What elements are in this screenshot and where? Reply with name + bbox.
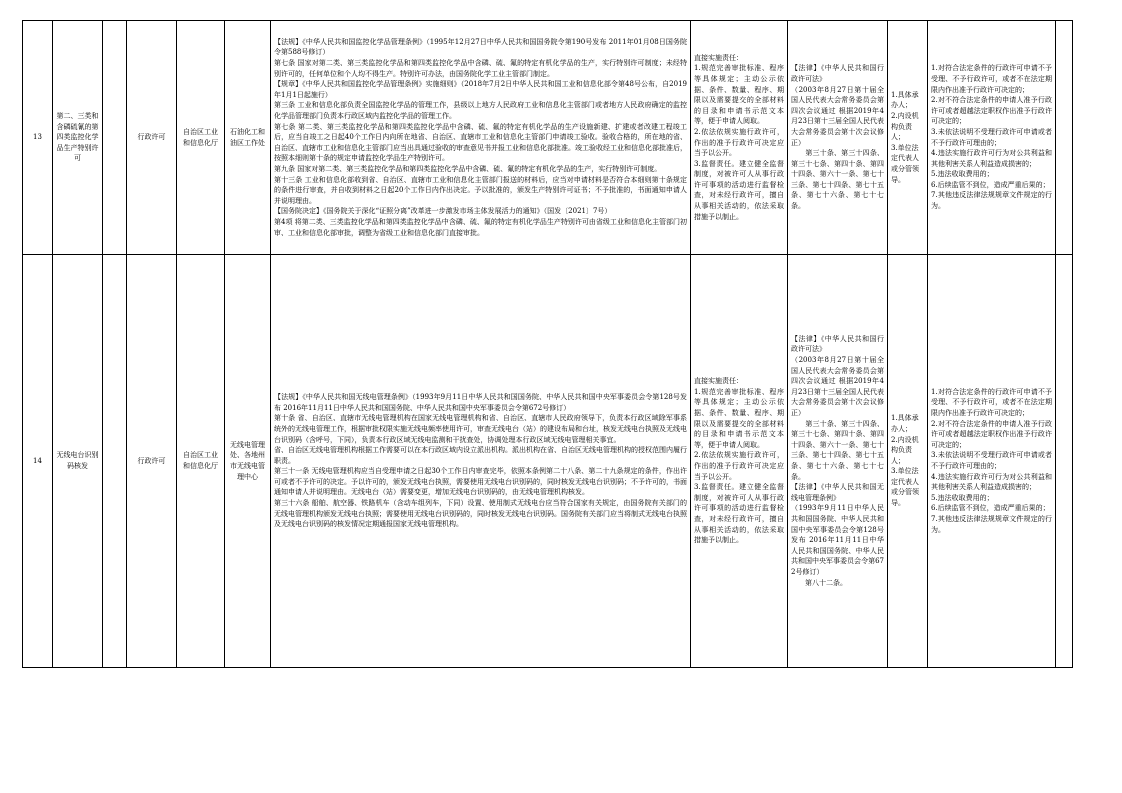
- table-row: [23, 255, 1073, 668]
- implementing-department: 自治区工业和信息化厅: [177, 255, 225, 668]
- row-number: 13: [23, 21, 53, 255]
- remark-cell: [1056, 255, 1073, 668]
- power-list-sheet: [22, 20, 1073, 668]
- item-name: 第二、三类和含磷硫氰的第四类监控化学品生产特别许可: [53, 21, 103, 255]
- legal-basis-line: 第九条 国家对第二类、第三类监控化学品和第四类监控化学品中含磷、硫、氟的特定有机化学品的生产，实行特别许可制度。: [274, 164, 662, 173]
- responsible-subject: 1.具体承办人； 2.内设机构负责人； 3.单位法定代表人或分管领导。: [888, 255, 928, 668]
- remark-cell: [1056, 21, 1073, 255]
- responsibility-basis: 【法律】《中华人民共和国行政许可法》 （2003年8月27日第十届全国人民代表大会常务委员会第四次会议通过 根据2019年4月23日第十三届全国人民代表大会常务委员会第十次会议修正） 第三十条、第三十四条、第三十七条、第四十条、第四十四条、第六十一条、第七十三条、第七十四条、第七十五条、第七十六条、第七十七条。: [788, 21, 888, 255]
- row-number: 14: [23, 255, 53, 668]
- legal-basis-line: 【法规】《中华人民共和国无线电管理条例》（1993年9月11日中华人民共和国国务院、中华人民共和国中央军事委员会令第128号发布 2016年11月11日中华人民共和国国务院、中华人民共和国中央军事委员会令第672号修订）: [274, 393, 687, 412]
- sub-item-cell: [103, 21, 127, 255]
- legal-basis: [271, 255, 691, 668]
- legal-basis-line: 第4项 将第二类、三类监控化学品和第四类监控化学品中含磷、硫、氟的特定有机化学品生产特别许可由省级工业和信息化主管部门初审、工业和信息化部审批，调整为省级工业和信息化部门直接审批。: [274, 217, 687, 237]
- legal-basis-line: 第十三条 工业和信息化部收到省、自治区、直辖市工业和信息化主管部门报送的材料后，应当对申请材料是否符合本细则第十条规定的条件进行审查，并自收到材料之日起20个工作日内作出决定。予以批准的，颁发生产特别许可证书；不予批准的，书面通知申请人并说明理由。: [274, 175, 687, 205]
- legal-basis-line: 第三十六条 船舶、航空器、铁路机车（含动车组列车，下同）设置、使用制式无线电台应当符合国家有关规定，由国务院有关部门的无线电管理机构颁发无线电台执照；需要使用无线电台识别码的，同时核发无线电台识别码。国务院有关部门应当将制式无线电台执照及无线电台识别码的核发情况定期通报国家无线电管理机构。: [274, 499, 687, 529]
- legal-basis-line: 第三十一条 无线电管理机构应当自受理申请之日起30个工作日内审查完毕，依照本条例第二十八条、第二十九条规定的条件，作出许可或者不予许可的决定。予以许可的，颁发无线电台执照，需要使用无线电台识别码的，同时核发无线电台识别码；不予许可的，书面通知申请人并说明理由。无线电台（站）需要变更，增加无线电台识别码的，由无线电管理机构核发。: [274, 467, 687, 497]
- legal-basis-line: 第七条 第二类、第三类监控化学品和第四类监控化学品中含磷、硫、氟的特定有机化学品的生产设施新建、扩建或者改建工程竣工后，应当自竣工之日起40个工作日内向所在地省、自治区、直辖市工业和信息化主管部门申请竣工验收。验收合格的，所在地的省、自治区、直辖市工业和信息化主管部门应当出具通过验收的审查意见书并报工业和信息化部批准。竣工验收经工业和信息化部批准后，按照本细则第十条的规定申请监控化学品生产特别许可。: [274, 122, 687, 163]
- implementing-department: 自治区工业和信息化厅: [177, 21, 225, 255]
- legal-basis-line: 第七条 国家对第二类、第三类监控化学品和第四类监控化学品中含磷、硫、氟的特定有机化学品的生产，实行特别许可制度；未经特别许可的，任何单位和个人均不得生产。特别许可办法，由国务院化学工业主管部门制定。: [274, 59, 687, 78]
- legal-basis-line: 【法规】《中华人民共和国监控化学品管理条例》（1995年12月27日中华人民共和国国务院令第190号发布 2011年01月08日国务院令第588号修订）: [274, 37, 687, 57]
- responsible-office: 石油化工和油区工作处: [225, 21, 271, 255]
- accountability-situations: 1.对符合法定条件的行政许可申请不予受理、不予行政许可，或者不在法定期限内作出准予行政许可决定的； 2.对不符合法定条件的申请人准予行政许可或者超越法定职权作出准予行政许可决定的； 3.未依法说明不受理行政许可申请或者不予行政许可理由的； 4.违法实施行政许可行为对公共利益和其他利害关系人利益造成损害的； 5.违法收取费用的； 6.后续监管不到位，造成严重后果的； 7.其他违反法律法规规章文件规定的行为。: [928, 255, 1056, 668]
- responsibility-items: 直接实施责任： 1.规范完善审批标准、程序等具体规定；主动公示依据、条件、数量、程序、期限以及需要提交的全部材料的目录和申请书示范文本等，便于申请人阅取。 2.依法依规实施行政许可，作出的准予行政许可决定应当予以公开。 3.监督责任。建立健全监督制度，对被许可人从事行政许可事项的活动进行监督检查，对未经行政许可，擅自从事相关活动的，依法采取措施予以制止。: [691, 21, 788, 255]
- legal-basis-line: 【国务院决定】《国务院关于深化“证照分离”改革进一步激发市场主体发展活力的通知》（国发〔2021〕7号）: [274, 207, 612, 216]
- accountability-situations: 1.对符合法定条件的行政许可申请不予受理、不予行政许可，或者不在法定期限内作出准予行政许可决定的； 2.对不符合法定条件的申请人准予行政许可或者超越法定职权作出准予行政许可决定的； 3.未依法说明不受理行政许可申请或者不予行政许可理由的； 4.违法实施行政许可行为对公共利益和其他利害关系人利益造成损害的； 5.违法收取费用的； 6.后续监管不到位，造成严重后果的； 7.其他违反法律法规规章文件规定的行为。: [928, 21, 1056, 255]
- legal-basis-line: 【规章】《中华人民共和国监控化学品管理条例》实施细则》（2018年7月2日中华人民共和国工业和信息化部令第48号公布，自2019年1月1日起施行）: [274, 80, 687, 99]
- item-name: 无线电台识别码核发: [53, 255, 103, 668]
- responsible-subject: 1.具体承办人； 2.内设机构负责人； 3.单位法定代表人或分管领导。: [888, 21, 928, 255]
- item-category: 行政许可: [127, 21, 177, 255]
- power-list-table: [22, 20, 1073, 668]
- responsibility-items: 直接实施责任： 1.规范完善审批标准、程序等具体规定；主动公示依据、条件、数量、程序、期限以及需要提交的全部材料的目录和申请书示范文本等，便于申请人阅取。 2.依法依规实施行政许可，作出的准予行政许可决定应当予以公开。 3.监督责任。建立健全监督制度，对被许可人从事行政许可事项的活动进行监督检查，对未经行政许可，擅自从事相关活动的，依法采取措施予以制止。: [691, 255, 788, 668]
- legal-basis-line: 第十条 省、自治区、直辖市无线电管理机构在国家无线电管理机构和省、自治区、直辖市人民政府领导下，负责本行政区域除军事系统外的无线电管理工作，根据审批权限实施无线电频率使用许可，审查无线电台（站）的建设布局和台址，核发无线电台执照及无线电台识别码（含呼号，下同），负责本行政区域无线电监测和干扰查处，协调处理本行政区域无线电管理相关事宜。: [274, 414, 687, 444]
- legal-basis-line: 第三条 工业和信息化部负责全国监控化学品的管理工作，县级以上地方人民政府工业和信息化主管部门或者地方人民政府确定的监控化学品管理部门负责本行政区域内监控化学品的管理工作。: [274, 101, 687, 121]
- table-row: [23, 21, 1073, 255]
- responsible-office: 无线电管理处、各地州市无线电管理中心: [225, 255, 271, 668]
- legal-basis-line: 省、自治区无线电管理机构根据工作需要可以在本行政区域内设立派出机构。派出机构在省、自治区无线电管理机构的授权范围内履行职责。: [274, 446, 687, 465]
- sub-item-cell: [103, 255, 127, 668]
- item-category: 行政许可: [127, 255, 177, 668]
- responsibility-basis: 【法律】《中华人民共和国行政许可法》 （2003年8月27日第十届全国人民代表大会常务委员会第四次会议通过 根据2019年4月23日第十三届全国人民代表大会常务委员会第十次会议修正） 第三十条、第三十四条、第三十七条、第四十条、第四十四条、第六十一条、第七十三条、第七十四条、第七十五条、第七十六条、第七十七条。 【法律】《中华人民共和国无线电管理条例》 （1993年9月11日中华人民共和国国务院、中华人民共和国中央军事委员会令第128号发布 2016年11月11日中华人民共和国国务院、中华人民共和国中央军事委员会令第672号修订） 第八十二条。: [788, 255, 888, 668]
- legal-basis: [271, 21, 691, 255]
